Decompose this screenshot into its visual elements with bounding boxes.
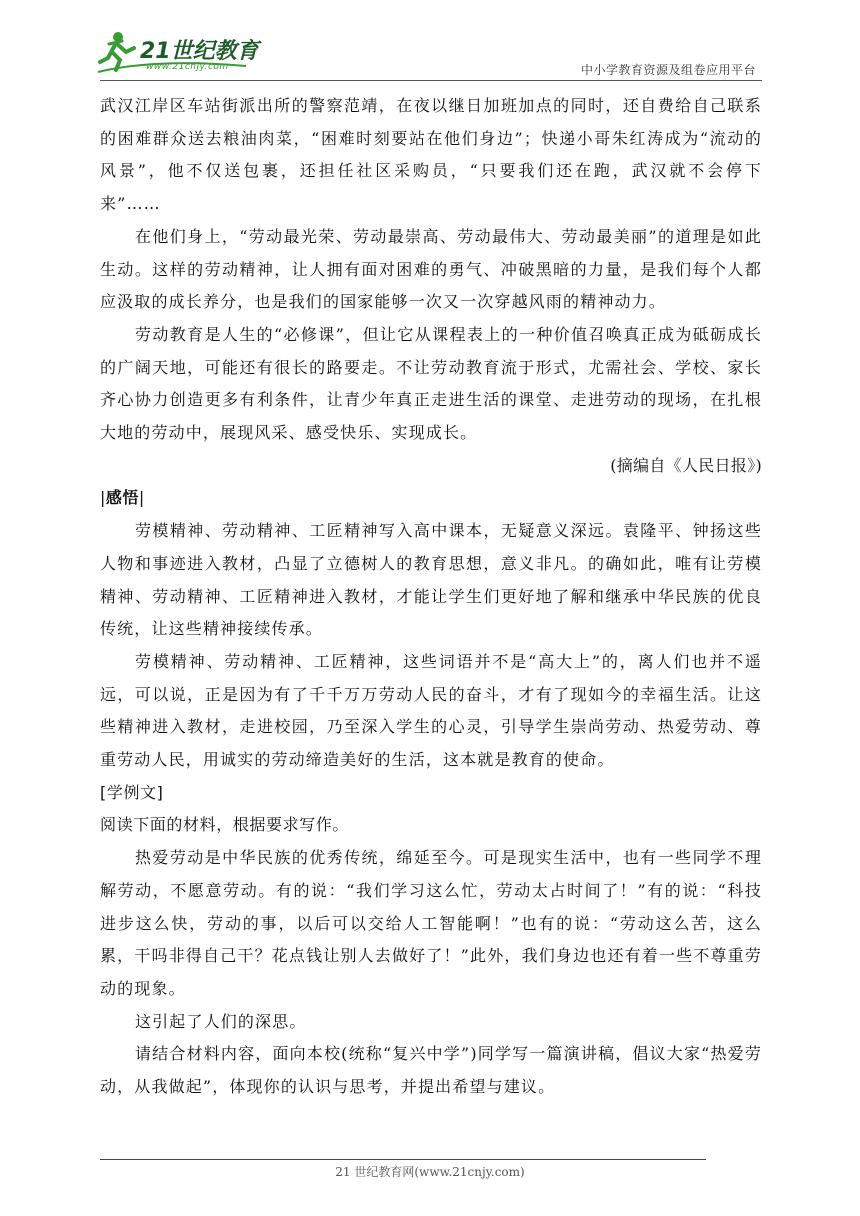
ganwu-paragraph-1: 劳模精神、劳动精神、工匠精神写入高中课本，无疑意义深远。袁隆平、钟扬这些人物和事迹进入教材，凸显了立德树人的教育思想，意义非凡。的确如此，唯有让劳模精神、劳动精神、工匠精神进入教材，才能让学生们更好地了解和继承中华民族的优良传统，让这些精神接续传承。 <box>100 521 762 639</box>
logo-sub-text: www.21cnjy.com <box>146 62 229 72</box>
article-body <box>100 90 762 1104</box>
source-citation: (摘编自《人民日报》) <box>610 455 762 475</box>
header-divider <box>100 80 762 81</box>
paragraph-1: 武汉江岸区车站街派出所的警察范靖，在夜以继日加班加点的同时，还自费给自己联系的困难群众送去粮油肉菜，“困难时刻要站在他们身边”；快递小哥朱红涛成为“流动的风景”，他不仅送包裹，还担任社区采购员，“只要我们还在跑，武汉就不会停下来”…… <box>100 96 762 214</box>
site-logo[interactable] <box>96 28 266 78</box>
material-paragraph-2: 这引起了人们的深思。 <box>135 1011 307 1031</box>
material-paragraph-3: 请结合材料内容，面向本校(统称“复兴中学”)同学写一篇演讲稿，倡议大家“热爱劳动，从我做起”，体现你的认识与思考，并提出希望与建议。 <box>100 1044 762 1097</box>
page-footer: 21 世纪教育网(www.21cnjy.com) <box>335 1165 525 1179</box>
footer-divider <box>100 1159 706 1160</box>
xueliwen-intro: 阅读下面的材料，根据要求写作。 <box>100 815 350 835</box>
platform-name: 中小学教育资源及组卷应用平台 <box>580 63 756 77</box>
section-heading-ganwu: |感悟| <box>100 488 145 508</box>
logo-main-text: 21世纪教育 <box>140 39 259 64</box>
paragraph-3: 劳动教育是人生的“必修课”，但让它从课程表上的一种价值召唤真正成为砥砺成长的广阔天地，可能还有很长的路要走。不让劳动教育流于形式，尤需社会、学校、家长齐心协力创造更多有利条件，让青少年真正走进生活的课堂、走进劳动的现场，在扎根大地的劳动中，展现风采、感受快乐、实现成长。 <box>100 324 762 443</box>
paragraph-2: 在他们身上，“劳动最光荣、劳动最崇高、劳动最伟大、劳动最美丽”的道理是如此生动。这样的劳动精神，让人拥有面对困难的勇气、冲破黑暗的力量，是我们每个人都应汲取的成长养分，也是我们的国家能够一次又一次穿越风雨的精神动力。 <box>100 226 762 312</box>
ganwu-title: 感悟 <box>105 488 139 508</box>
section-heading-xueliwen: [学例文] <box>100 782 164 802</box>
material-paragraph-1: 热爱劳动是中华民族的优秀传统，绵延至今。可是现实生活中，也有一些同学不理解劳动，不愿意劳动。有的说：“我们学习这么忙，劳动太占时间了！”有的说：“科技进步这么快，劳动的事，以后可以交给人工智能啊！”也有的说：“劳动这么苦，这么累，干吗非得自己干？花点钱让别人去做好了！”此外，我们身边也还有着一些不尊重劳动的现象。 <box>100 848 762 998</box>
ganwu-paragraph-2: 劳模精神、劳动精神、工匠精神，这些词语并不是“高大上”的，离人们也并不遥远，可以说，正是因为有了千千万万劳动人民的奋斗，才有了现如今的幸福生活。让这些精神进入教材，走进校园，乃至深入学生的心灵，引导学生崇尚劳动、热爱劳动、尊重劳动人民，用诚实的劳动缔造美好的生活，这本就是教育的使命。 <box>100 651 762 770</box>
page-header <box>0 0 860 86</box>
